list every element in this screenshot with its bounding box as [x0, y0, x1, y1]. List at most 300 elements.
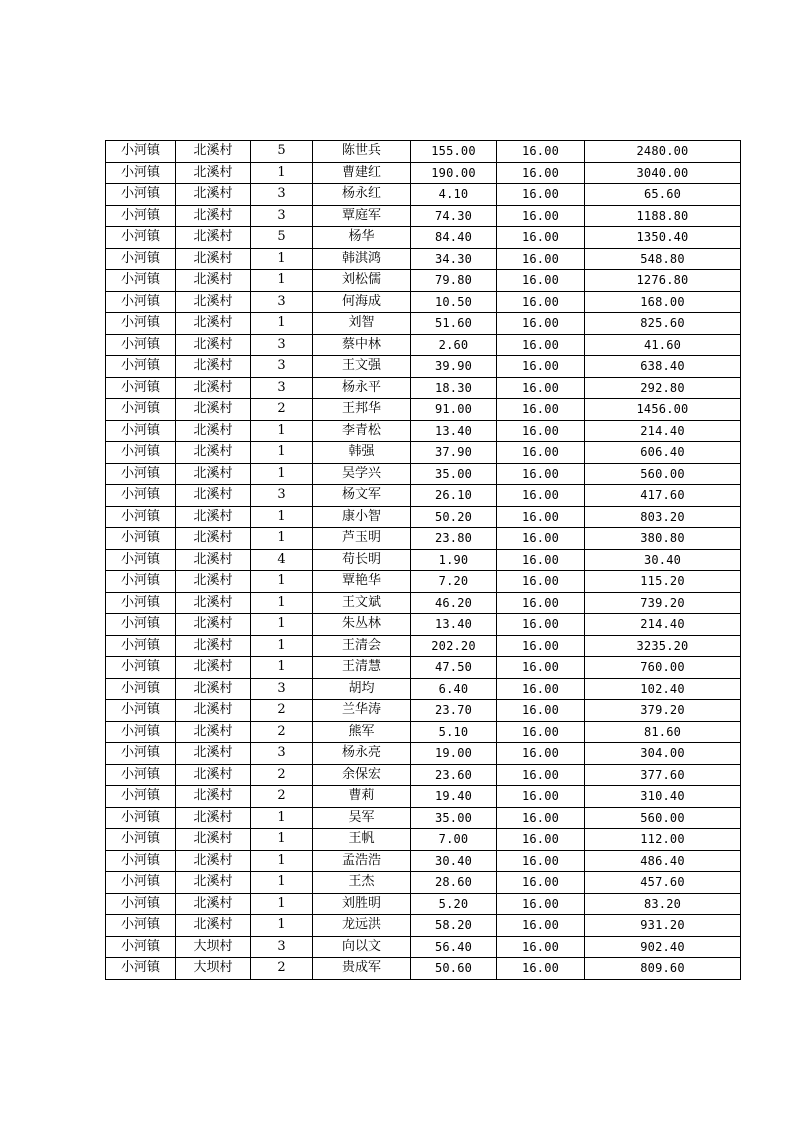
town-cell: 小河镇: [106, 313, 176, 335]
amount-cell: 1276.80: [585, 270, 741, 292]
name-cell: 贵成军: [313, 958, 411, 980]
village-cell: 北溪村: [176, 850, 251, 872]
area-cell: 10.50: [411, 291, 497, 313]
village-cell: 北溪村: [176, 786, 251, 808]
area-cell: 28.60: [411, 872, 497, 894]
name-cell: 覃艳华: [313, 571, 411, 593]
area-cell: 6.40: [411, 678, 497, 700]
group-cell: 3: [251, 743, 313, 765]
amount-cell: 2480.00: [585, 141, 741, 163]
village-cell: 北溪村: [176, 205, 251, 227]
name-cell: 曹建红: [313, 162, 411, 184]
rate-cell: 16.00: [497, 420, 585, 442]
town-cell: 小河镇: [106, 291, 176, 313]
area-cell: 35.00: [411, 807, 497, 829]
name-cell: 康小智: [313, 506, 411, 528]
table-row: [106, 915, 741, 937]
area-cell: 26.10: [411, 485, 497, 507]
village-cell: 北溪村: [176, 743, 251, 765]
area-cell: 23.70: [411, 700, 497, 722]
table-row: [106, 700, 741, 722]
name-cell: 向以文: [313, 936, 411, 958]
group-cell: 3: [251, 936, 313, 958]
name-cell: 刘胜明: [313, 893, 411, 915]
table-row: [106, 614, 741, 636]
town-cell: 小河镇: [106, 377, 176, 399]
rate-cell: 16.00: [497, 485, 585, 507]
name-cell: 王帆: [313, 829, 411, 851]
village-cell: 大坝村: [176, 936, 251, 958]
town-cell: 小河镇: [106, 248, 176, 270]
area-cell: 91.00: [411, 399, 497, 421]
group-cell: 2: [251, 958, 313, 980]
amount-cell: 3040.00: [585, 162, 741, 184]
rate-cell: 16.00: [497, 442, 585, 464]
amount-cell: 380.80: [585, 528, 741, 550]
table-row: [106, 420, 741, 442]
amount-cell: 638.40: [585, 356, 741, 378]
area-cell: 50.60: [411, 958, 497, 980]
town-cell: 小河镇: [106, 270, 176, 292]
village-cell: 北溪村: [176, 915, 251, 937]
area-cell: 39.90: [411, 356, 497, 378]
group-cell: 1: [251, 313, 313, 335]
group-cell: 3: [251, 377, 313, 399]
rate-cell: 16.00: [497, 571, 585, 593]
village-cell: 北溪村: [176, 184, 251, 206]
group-cell: 1: [251, 162, 313, 184]
village-cell: 大坝村: [176, 958, 251, 980]
group-cell: 3: [251, 291, 313, 313]
area-cell: 23.60: [411, 764, 497, 786]
name-cell: 杨永平: [313, 377, 411, 399]
area-cell: 4.10: [411, 184, 497, 206]
name-cell: 余保宏: [313, 764, 411, 786]
village-cell: 北溪村: [176, 721, 251, 743]
area-cell: 18.30: [411, 377, 497, 399]
amount-cell: 1456.00: [585, 399, 741, 421]
group-cell: 3: [251, 356, 313, 378]
town-cell: 小河镇: [106, 614, 176, 636]
name-cell: 韩强: [313, 442, 411, 464]
amount-cell: 825.60: [585, 313, 741, 335]
rate-cell: 16.00: [497, 399, 585, 421]
table-row: [106, 958, 741, 980]
area-cell: 30.40: [411, 850, 497, 872]
name-cell: 王文强: [313, 356, 411, 378]
name-cell: 韩淇鸿: [313, 248, 411, 270]
town-cell: 小河镇: [106, 872, 176, 894]
group-cell: 1: [251, 248, 313, 270]
name-cell: 胡均: [313, 678, 411, 700]
town-cell: 小河镇: [106, 764, 176, 786]
amount-cell: 548.80: [585, 248, 741, 270]
rate-cell: 16.00: [497, 334, 585, 356]
rate-cell: 16.00: [497, 162, 585, 184]
table-row: [106, 786, 741, 808]
table-row: [106, 227, 741, 249]
group-cell: 1: [251, 635, 313, 657]
town-cell: 小河镇: [106, 485, 176, 507]
name-cell: 熊军: [313, 721, 411, 743]
rate-cell: 16.00: [497, 549, 585, 571]
rate-cell: 16.00: [497, 356, 585, 378]
town-cell: 小河镇: [106, 162, 176, 184]
name-cell: 吴军: [313, 807, 411, 829]
village-cell: 北溪村: [176, 227, 251, 249]
town-cell: 小河镇: [106, 399, 176, 421]
name-cell: 芦玉明: [313, 528, 411, 550]
table-row: [106, 270, 741, 292]
amount-cell: 168.00: [585, 291, 741, 313]
name-cell: 何海成: [313, 291, 411, 313]
name-cell: 刘松儒: [313, 270, 411, 292]
amount-cell: 214.40: [585, 420, 741, 442]
group-cell: 3: [251, 205, 313, 227]
table-row: [106, 657, 741, 679]
table-row: [106, 463, 741, 485]
rate-cell: 16.00: [497, 764, 585, 786]
amount-cell: 803.20: [585, 506, 741, 528]
town-cell: 小河镇: [106, 936, 176, 958]
rate-cell: 16.00: [497, 528, 585, 550]
town-cell: 小河镇: [106, 420, 176, 442]
village-cell: 北溪村: [176, 248, 251, 270]
area-cell: 35.00: [411, 463, 497, 485]
table-row: [106, 893, 741, 915]
table-row: [106, 313, 741, 335]
amount-cell: 760.00: [585, 657, 741, 679]
area-cell: 13.40: [411, 614, 497, 636]
table-row: [106, 291, 741, 313]
amount-cell: 214.40: [585, 614, 741, 636]
town-cell: 小河镇: [106, 184, 176, 206]
village-cell: 北溪村: [176, 614, 251, 636]
subsidy-table: [105, 140, 741, 980]
name-cell: 孟浩浩: [313, 850, 411, 872]
area-cell: 51.60: [411, 313, 497, 335]
name-cell: 龙远洪: [313, 915, 411, 937]
village-cell: 北溪村: [176, 313, 251, 335]
village-cell: 北溪村: [176, 291, 251, 313]
area-cell: 5.20: [411, 893, 497, 915]
name-cell: 杨永亮: [313, 743, 411, 765]
name-cell: 曹莉: [313, 786, 411, 808]
village-cell: 北溪村: [176, 592, 251, 614]
rate-cell: 16.00: [497, 614, 585, 636]
village-cell: 北溪村: [176, 377, 251, 399]
village-cell: 北溪村: [176, 506, 251, 528]
table-row: [106, 829, 741, 851]
rate-cell: 16.00: [497, 743, 585, 765]
table-row: [106, 850, 741, 872]
town-cell: 小河镇: [106, 743, 176, 765]
area-cell: 19.00: [411, 743, 497, 765]
group-cell: 1: [251, 270, 313, 292]
town-cell: 小河镇: [106, 571, 176, 593]
group-cell: 1: [251, 528, 313, 550]
group-cell: 2: [251, 721, 313, 743]
name-cell: 苟长明: [313, 549, 411, 571]
table-row: [106, 141, 741, 163]
group-cell: 1: [251, 420, 313, 442]
amount-cell: 931.20: [585, 915, 741, 937]
village-cell: 北溪村: [176, 141, 251, 163]
town-cell: 小河镇: [106, 463, 176, 485]
amount-cell: 379.20: [585, 700, 741, 722]
rate-cell: 16.00: [497, 786, 585, 808]
rate-cell: 16.00: [497, 915, 585, 937]
rate-cell: 16.00: [497, 506, 585, 528]
table-row: [106, 635, 741, 657]
table-row: [106, 442, 741, 464]
rate-cell: 16.00: [497, 291, 585, 313]
group-cell: 4: [251, 549, 313, 571]
amount-cell: 115.20: [585, 571, 741, 593]
village-cell: 北溪村: [176, 678, 251, 700]
group-cell: 1: [251, 893, 313, 915]
table-row: [106, 377, 741, 399]
rate-cell: 16.00: [497, 700, 585, 722]
amount-cell: 112.00: [585, 829, 741, 851]
group-cell: 1: [251, 807, 313, 829]
name-cell: 陈世兵: [313, 141, 411, 163]
table-row: [106, 334, 741, 356]
amount-cell: 739.20: [585, 592, 741, 614]
name-cell: 杨华: [313, 227, 411, 249]
area-cell: 7.00: [411, 829, 497, 851]
village-cell: 北溪村: [176, 657, 251, 679]
table-row: [106, 936, 741, 958]
rate-cell: 16.00: [497, 850, 585, 872]
group-cell: 1: [251, 614, 313, 636]
amount-cell: 30.40: [585, 549, 741, 571]
amount-cell: 102.40: [585, 678, 741, 700]
group-cell: 1: [251, 872, 313, 894]
group-cell: 1: [251, 442, 313, 464]
village-cell: 北溪村: [176, 399, 251, 421]
town-cell: 小河镇: [106, 549, 176, 571]
village-cell: 北溪村: [176, 528, 251, 550]
amount-cell: 560.00: [585, 463, 741, 485]
town-cell: 小河镇: [106, 227, 176, 249]
group-cell: 3: [251, 184, 313, 206]
amount-cell: 606.40: [585, 442, 741, 464]
amount-cell: 65.60: [585, 184, 741, 206]
name-cell: 吴学兴: [313, 463, 411, 485]
town-cell: 小河镇: [106, 592, 176, 614]
table-row: [106, 678, 741, 700]
town-cell: 小河镇: [106, 807, 176, 829]
rate-cell: 16.00: [497, 936, 585, 958]
rate-cell: 16.00: [497, 141, 585, 163]
village-cell: 北溪村: [176, 571, 251, 593]
amount-cell: 292.80: [585, 377, 741, 399]
amount-cell: 809.60: [585, 958, 741, 980]
name-cell: 蔡中林: [313, 334, 411, 356]
amount-cell: 457.60: [585, 872, 741, 894]
table-row: [106, 743, 741, 765]
village-cell: 北溪村: [176, 635, 251, 657]
table-row: [106, 872, 741, 894]
group-cell: 1: [251, 915, 313, 937]
table-row: [106, 807, 741, 829]
rate-cell: 16.00: [497, 829, 585, 851]
town-cell: 小河镇: [106, 334, 176, 356]
area-cell: 79.80: [411, 270, 497, 292]
table-row: [106, 528, 741, 550]
group-cell: 1: [251, 850, 313, 872]
group-cell: 3: [251, 485, 313, 507]
town-cell: 小河镇: [106, 786, 176, 808]
group-cell: 2: [251, 786, 313, 808]
amount-cell: 3235.20: [585, 635, 741, 657]
town-cell: 小河镇: [106, 678, 176, 700]
data-table-page: [105, 140, 740, 980]
table-row: [106, 205, 741, 227]
area-cell: 202.20: [411, 635, 497, 657]
village-cell: 北溪村: [176, 872, 251, 894]
name-cell: 刘智: [313, 313, 411, 335]
area-cell: 46.20: [411, 592, 497, 614]
area-cell: 190.00: [411, 162, 497, 184]
rate-cell: 16.00: [497, 270, 585, 292]
village-cell: 北溪村: [176, 700, 251, 722]
amount-cell: 1350.40: [585, 227, 741, 249]
area-cell: 19.40: [411, 786, 497, 808]
rate-cell: 16.00: [497, 958, 585, 980]
town-cell: 小河镇: [106, 528, 176, 550]
table-row: [106, 399, 741, 421]
name-cell: 王清慧: [313, 657, 411, 679]
table-row: [106, 356, 741, 378]
rate-cell: 16.00: [497, 227, 585, 249]
table-row: [106, 485, 741, 507]
village-cell: 北溪村: [176, 162, 251, 184]
name-cell: 王杰: [313, 872, 411, 894]
area-cell: 56.40: [411, 936, 497, 958]
amount-cell: 902.40: [585, 936, 741, 958]
area-cell: 2.60: [411, 334, 497, 356]
area-cell: 84.40: [411, 227, 497, 249]
area-cell: 155.00: [411, 141, 497, 163]
rate-cell: 16.00: [497, 721, 585, 743]
group-cell: 2: [251, 764, 313, 786]
name-cell: 兰华涛: [313, 700, 411, 722]
area-cell: 7.20: [411, 571, 497, 593]
area-cell: 50.20: [411, 506, 497, 528]
amount-cell: 1188.80: [585, 205, 741, 227]
village-cell: 北溪村: [176, 549, 251, 571]
group-cell: 3: [251, 334, 313, 356]
town-cell: 小河镇: [106, 205, 176, 227]
amount-cell: 417.60: [585, 485, 741, 507]
town-cell: 小河镇: [106, 141, 176, 163]
village-cell: 北溪村: [176, 463, 251, 485]
area-cell: 37.90: [411, 442, 497, 464]
village-cell: 北溪村: [176, 334, 251, 356]
area-cell: 58.20: [411, 915, 497, 937]
village-cell: 北溪村: [176, 893, 251, 915]
rate-cell: 16.00: [497, 872, 585, 894]
group-cell: 1: [251, 506, 313, 528]
amount-cell: 41.60: [585, 334, 741, 356]
name-cell: 杨永红: [313, 184, 411, 206]
rate-cell: 16.00: [497, 463, 585, 485]
amount-cell: 304.00: [585, 743, 741, 765]
town-cell: 小河镇: [106, 958, 176, 980]
town-cell: 小河镇: [106, 850, 176, 872]
name-cell: 杨文军: [313, 485, 411, 507]
rate-cell: 16.00: [497, 657, 585, 679]
town-cell: 小河镇: [106, 356, 176, 378]
town-cell: 小河镇: [106, 506, 176, 528]
town-cell: 小河镇: [106, 721, 176, 743]
amount-cell: 377.60: [585, 764, 741, 786]
amount-cell: 83.20: [585, 893, 741, 915]
group-cell: 5: [251, 141, 313, 163]
group-cell: 1: [251, 571, 313, 593]
table-row: [106, 571, 741, 593]
area-cell: 5.10: [411, 721, 497, 743]
rate-cell: 16.00: [497, 248, 585, 270]
village-cell: 北溪村: [176, 356, 251, 378]
village-cell: 北溪村: [176, 442, 251, 464]
area-cell: 13.40: [411, 420, 497, 442]
village-cell: 北溪村: [176, 807, 251, 829]
table-row: [106, 721, 741, 743]
town-cell: 小河镇: [106, 893, 176, 915]
village-cell: 北溪村: [176, 764, 251, 786]
name-cell: 王邦华: [313, 399, 411, 421]
table-body: [106, 141, 741, 980]
group-cell: 3: [251, 678, 313, 700]
amount-cell: 81.60: [585, 721, 741, 743]
rate-cell: 16.00: [497, 377, 585, 399]
name-cell: 覃庭军: [313, 205, 411, 227]
rate-cell: 16.00: [497, 635, 585, 657]
rate-cell: 16.00: [497, 592, 585, 614]
town-cell: 小河镇: [106, 700, 176, 722]
group-cell: 2: [251, 399, 313, 421]
rate-cell: 16.00: [497, 678, 585, 700]
group-cell: 1: [251, 592, 313, 614]
rate-cell: 16.00: [497, 184, 585, 206]
name-cell: 王文斌: [313, 592, 411, 614]
group-cell: 5: [251, 227, 313, 249]
group-cell: 2: [251, 700, 313, 722]
amount-cell: 310.40: [585, 786, 741, 808]
group-cell: 1: [251, 829, 313, 851]
amount-cell: 486.40: [585, 850, 741, 872]
town-cell: 小河镇: [106, 657, 176, 679]
rate-cell: 16.00: [497, 893, 585, 915]
area-cell: 23.80: [411, 528, 497, 550]
town-cell: 小河镇: [106, 829, 176, 851]
name-cell: 朱丛林: [313, 614, 411, 636]
table-row: [106, 248, 741, 270]
table-row: [106, 162, 741, 184]
area-cell: 74.30: [411, 205, 497, 227]
name-cell: 李青松: [313, 420, 411, 442]
village-cell: 北溪村: [176, 485, 251, 507]
table-row: [106, 592, 741, 614]
area-cell: 1.90: [411, 549, 497, 571]
village-cell: 北溪村: [176, 829, 251, 851]
rate-cell: 16.00: [497, 807, 585, 829]
group-cell: 1: [251, 657, 313, 679]
table-row: [106, 506, 741, 528]
